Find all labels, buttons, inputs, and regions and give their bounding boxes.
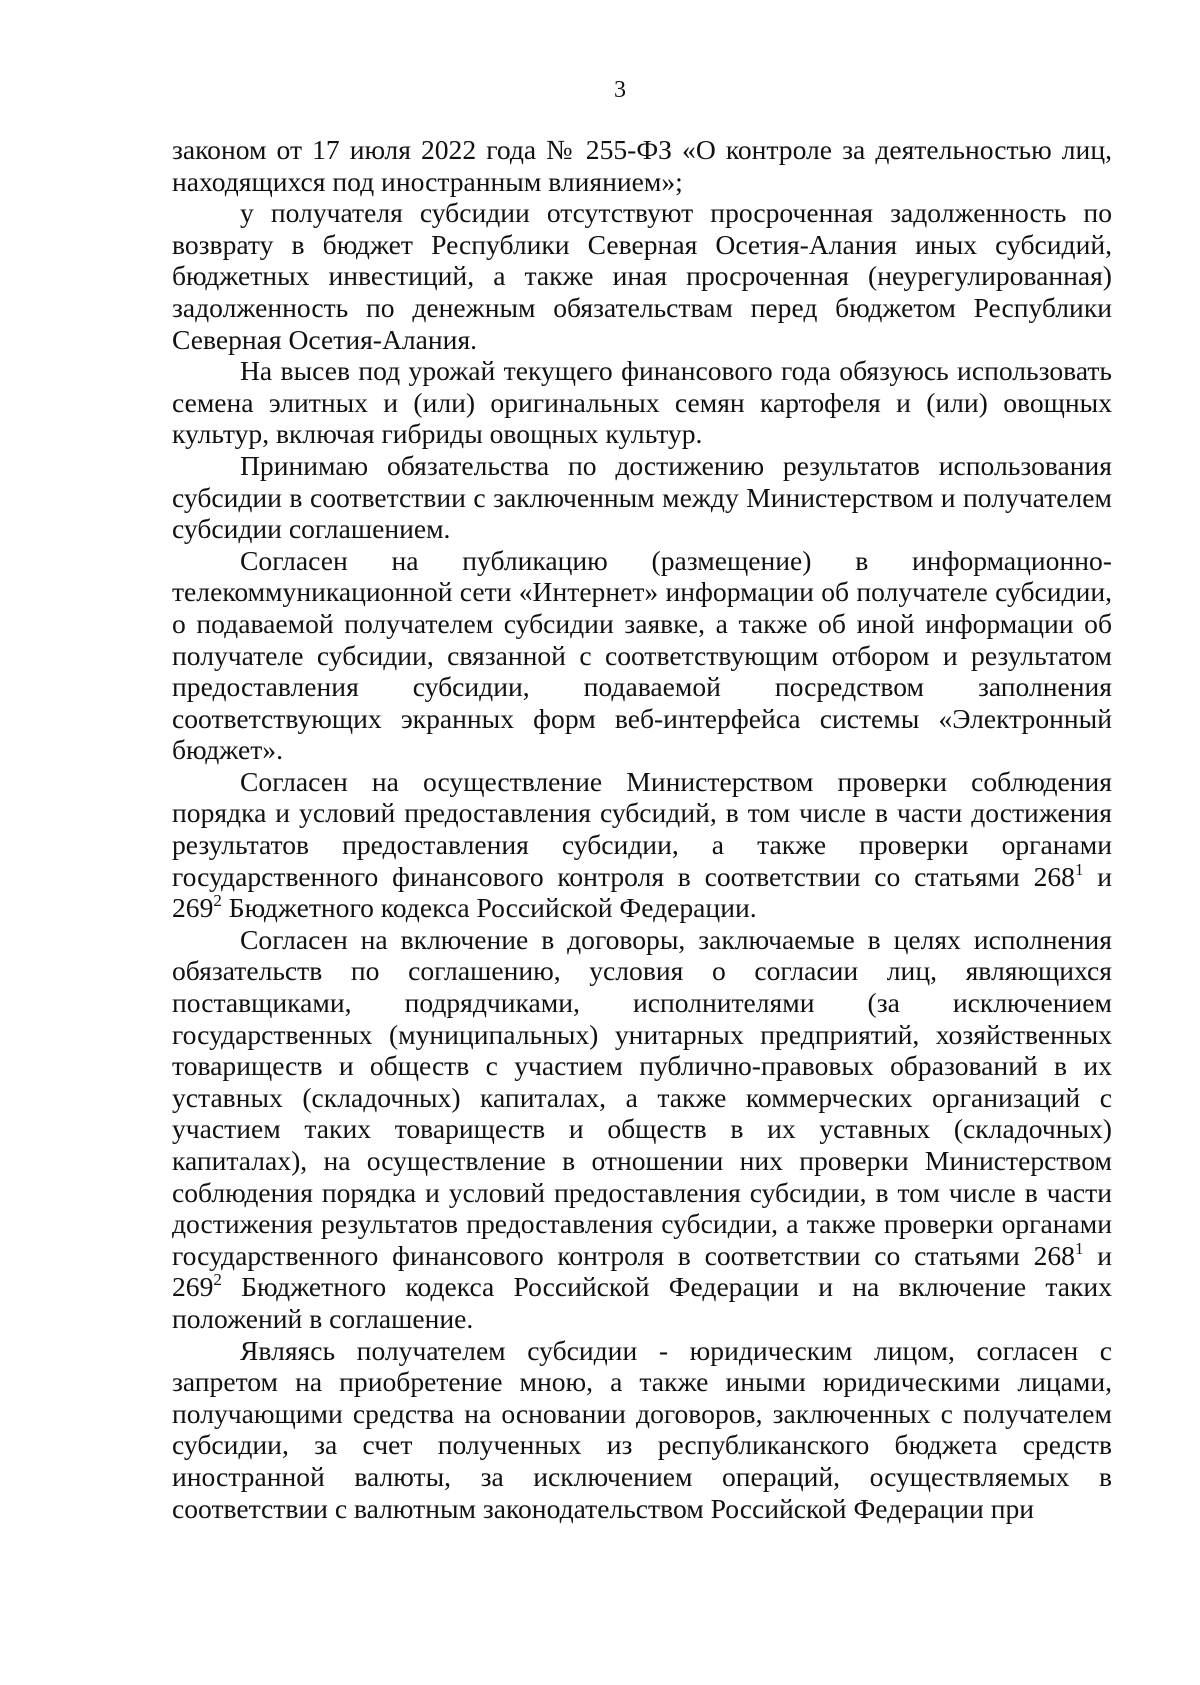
document-body (172, 134, 1112, 1524)
paragraph-foreign-influence-law: законом от 17 июля 2022 года № 255-ФЗ «О контроле за деятельностью лиц, находящихся под иностранным влиянием»; (172, 134, 1112, 197)
article-superscript-2: 2 (213, 1270, 222, 1290)
paragraph-contracts-consent (172, 924, 1112, 1335)
page-number: 3 (614, 77, 626, 103)
audit-consent-text-part-2: и 269 (172, 860, 1112, 924)
article-superscript-1: 1 (1074, 1238, 1084, 1258)
paragraph-publication-consent: Согласен на публикацию (размещение) в информационно-телекоммуникационной сети «Интернет» информации об получателе субсидии, о подаваемой получателем субсидии заявке, а также об иной информации об получателе субсидии, связанной с соответствующим отбором и результатом предоставления субсидии, подаваемой посредством заполнения соответствующих экранных форм веб-интерфейса системы «Электронный бюджет». (172, 544, 1112, 766)
contracts-consent-text-part-3: Бюджетного кодекса Российской Федерации и на включение таких положений в соглашение. (172, 1271, 1112, 1334)
article-superscript-2: 2 (213, 891, 222, 911)
contracts-consent-text-part-2: и 269 (172, 1239, 1112, 1303)
paragraph-foreign-currency-ban: Являясь получателем субсидии - юридическим лицом, согласен с запретом на приобретение мною, а также иными юридическими лицами, получающими средства на основании договоров, заключенных с получателем субсидии, за счет полученных из республиканского бюджета средств иностранной валюты, за исключением операций, осуществляемых в соответствии с валютным законодательством Российской Федерации при (172, 1334, 1112, 1524)
paragraph-no-overdue-debt: у получателя субсидии отсутствуют просроченная задолженность по возврату в бюджет Республики Северная Осетия-Алания иных субсидий, бюджетных инвестиций, а также иная просроченная (неурегулированная) задолженность по денежным обязательствам перед бюджетом Республики Северная Осетия-Алания. (172, 197, 1112, 355)
paragraph-ministry-audit-consent (172, 766, 1112, 924)
audit-consent-text-part-1: Согласен на осуществление Министерством проверки соблюдения порядка и условий предоставления субсидий, в том числе в части достижения результатов предоставления субсидии, а также проверки органами государственного финансового контроля в соответствии со статьями 268 (172, 765, 1112, 892)
article-superscript-1: 1 (1074, 859, 1084, 879)
paragraph-results-obligation: Принимаю обязательства по достижению результатов использования субсидии в соответствии с заключенным между Министерством и получателем субсидии соглашением. (172, 449, 1112, 545)
contracts-consent-text-part-1: Согласен на включение в договоры, заключаемые в целях исполнения обязательств по соглашению, условия о согласии лиц, являющихся поставщиками, подрядчиками, исполнителями (за исключением государственных (муниципальных) унитарных предприятий, хозяйственных товариществ и обществ с участием публично-правовых образований в их уставных (складочных) капиталах, а также коммерческих организаций с участием таких товариществ и обществ в их уставных (складочных) капиталах), на осуществление в отношении них проверки Министерством соблюдения порядка и условий предоставления субсидии, в том числе в части достижения результатов предоставления субсидии, а также проверки органами государственного финансового контроля в соответствии со статьями 268 (172, 923, 1112, 1271)
audit-consent-text-part-3: Бюджетного кодекса Российской Федерации. (221, 892, 757, 924)
paragraph-seed-commitment: На высев под урожай текущего финансового года обязуюсь использовать семена элитных и (или) оригинальных семян картофеля и (или) овощных культур, включая гибриды овощных культур. (172, 355, 1112, 450)
